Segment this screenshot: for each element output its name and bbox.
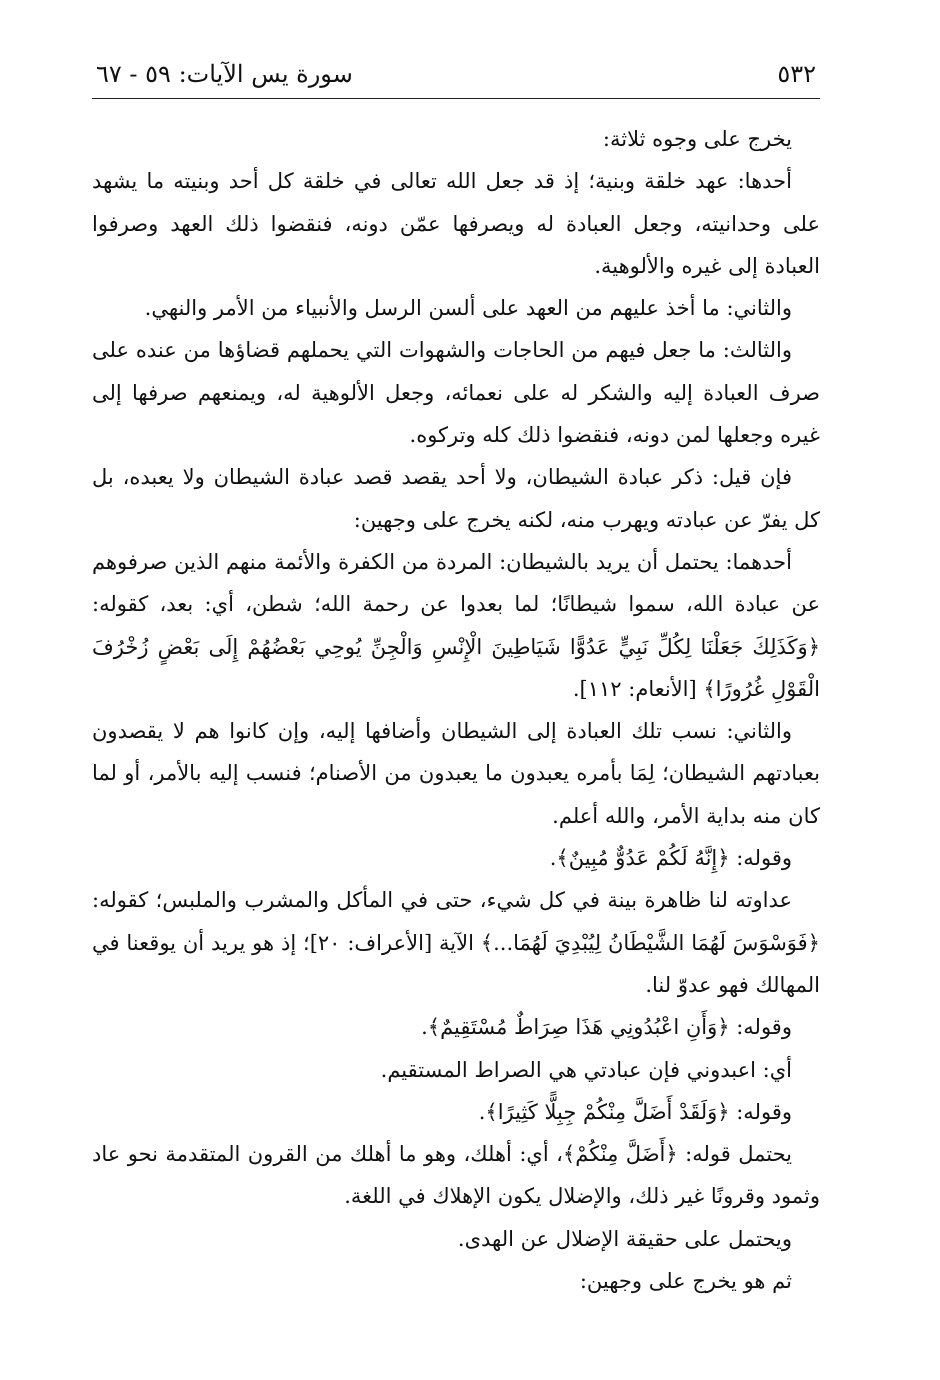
paragraph: ثم هو يخرج على وجهين: bbox=[579, 1269, 792, 1294]
paragraph: أحدهما: يحتمل أن يريد بالشيطان: المردة من الكفرة والأئمة منهم الذين صرفوهم عن عبادة الله، سموا شيطانًا؛ لما بعدوا عن رحمة الله؛ شطن، أي: بعد، كقوله: ﴿وَكَذَلِكَ جَعَلْنَا لِكُلِّ نَبِيٍّ عَدُوًّا شَيَاطِينَ الْإِنْسِ وَالْجِنِّ يُوحِي بَعْضُهُمْ إِلَى بَعْضٍ زُخْرُفَ الْقَوْلِ غُرُورًا﴾ [الأنعام: ١١٢]. bbox=[92, 549, 820, 701]
page-body bbox=[92, 118, 820, 1338]
paragraph: يحتمل قوله: ﴿أَضَلَّ مِنْكُمْ﴾، أي: أهلك، وهو ما أهلك من القرون المتقدمة نحو عاد وثمود وقرونًا غير ذلك، والإضلال يكون الإهلاك في اللغة. bbox=[92, 1142, 820, 1209]
paragraph: وقوله: ﴿وَلَقَدْ أَضَلَّ مِنْكُمْ جِبِلًّا كَثِيرًا﴾. bbox=[478, 1099, 792, 1124]
running-title: سورة يس الآيات: ٥٩ - ٦٧ bbox=[96, 60, 353, 88]
paragraph: أي: اعبدوني فإن عبادتي هي الصراط المستقيم. bbox=[380, 1057, 792, 1082]
paragraph: عداوته لنا ظاهرة بينة في كل شيء، حتى في المأكل والمشرب والملبس؛ كقوله: ﴿فَوَسْوَسَ لَهُمَا الشَّيْطَانُ لِيُبْدِيَ لَهُمَا...﴾ الآية [الأعراف: ٢٠]؛ إذ هو يريد أن يوقعنا في المهالك فهو عدوّ لنا. bbox=[92, 888, 820, 997]
paragraph: وقوله: ﴿إِنَّهُ لَكُمْ عَدُوٌّ مُبِينٌ﴾. bbox=[549, 846, 792, 871]
paragraph: أحدها: عهد خلقة وبنية؛ إذ قد جعل الله تعالى في خلقة كل أحد وبنيته ما يشهد على وحدانيته، وجعل العبادة له ويصرفها عمّن دونه، فنقضوا ذلك العهد وصرفوا العبادة إلى غيره والألوهية. bbox=[92, 169, 820, 278]
page-header bbox=[92, 58, 820, 99]
paragraph: والثاني: ما أخذ عليهم من العهد على ألسن الرسل والأنبياء من الأمر والنهي. bbox=[144, 296, 792, 321]
paragraph: وقوله: ﴿وَأَنِ اعْبُدُونِي هَذَا صِرَاطٌ مُسْتَقِيمٌ﴾. bbox=[421, 1015, 792, 1040]
page-number: ٥٣٢ bbox=[777, 60, 816, 88]
paragraph: ويحتمل على حقيقة الإضلال عن الهدى. bbox=[457, 1226, 792, 1251]
paragraph: فإن قيل: ذكر عبادة الشيطان، ولا أحد يقصد قصد عبادة الشيطان ولا يعبده، بل كل يفرّ عن عبادته ويهرب منه، لكنه يخرج على وجهين: bbox=[92, 465, 820, 532]
paragraph: والثالث: ما جعل فيهم من الحاجات والشهوات التي يحملهم قضاؤها من عنده على صرف العبادة إليه والشكر له على نعمائه، وجعل الألوهية له، ويمنعهم صرفها إلى غيره وجعلها لمن دونه، فنقضوا ذلك كله وتركوه. bbox=[92, 338, 820, 448]
paragraph: والثاني: نسب تلك العبادة إلى الشيطان وأضافها إليه، وإن كانوا هم لا يقصدون بعبادتهم الشيطان؛ لِمَا بأمره يعبدون ما يعبدون من الأصنام؛ فنسب إليه بالأمر، أو لما كان منه بداية الأمر، والله أعلم. bbox=[92, 719, 820, 828]
paragraph: يخرج على وجوه ثلاثة: bbox=[602, 127, 792, 151]
